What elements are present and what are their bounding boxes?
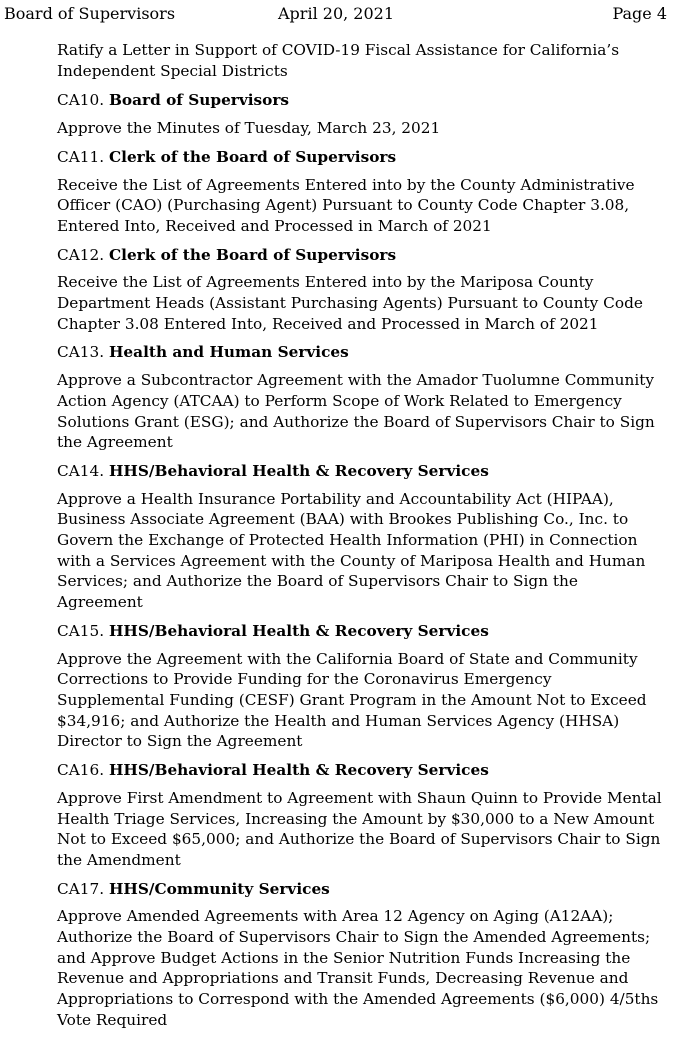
- agenda-item-department: HHS/Community Services: [108, 879, 330, 898]
- agenda-item-department: HHS/Behavioral Health & Recovery Services: [108, 461, 489, 480]
- agenda-item-number: CA10.: [57, 91, 105, 110]
- header-meeting-date: April 20, 2021: [278, 4, 395, 23]
- agenda-item-title: [57, 147, 663, 168]
- agenda-item-number: CA12.: [57, 245, 105, 264]
- agenda-item-title: [57, 245, 663, 266]
- agenda-item: [57, 621, 663, 752]
- agenda-item: [57, 760, 663, 871]
- agenda-item: [57, 90, 663, 138]
- continued-item-description: Ratify a Letter in Support of COVID-19 Fiscal Assistance for California’s Independent Special Districts: [57, 41, 620, 80]
- agenda-item-description: Receive the List of Agreements Entered into by the Mariposa County Department Heads (Assistant Purchasing Agents) Pursuant to County Code Chapter 3.08 Entered Into, Received and Processed in March of 2021: [57, 273, 643, 333]
- agenda-item-description: Receive the List of Agreements Entered into by the County Administrative Officer (CAO) (Purchasing Agent) Pursuant to County Code Chapter 3.08, Entered Into, Received and Processed in March of 2021: [57, 175, 635, 235]
- agenda-item-department: Clerk of the Board of Supervisors: [108, 147, 397, 166]
- agenda-item-description: Approve the Agreement with the California Board of State and Community Corrections to Provide Funding for the Coronavirus Emergency Supplemental Funding (CESF) Grant Program in the Amount Not to Exceed $34,916; and Authorize the Health and Human Services Agency (HHSA) Director to Sign the Agreement: [57, 649, 647, 751]
- agenda-item-department: HHS/Behavioral Health & Recovery Services: [108, 621, 489, 640]
- agenda-item-number: CA14.: [57, 461, 105, 480]
- header-body-name: Board of Supervisors: [4, 4, 176, 23]
- agenda-item-number: CA15.: [57, 621, 105, 640]
- agenda-item-title: [57, 461, 663, 482]
- agenda-content: [57, 40, 663, 1039]
- agenda-item-department: Board of Supervisors: [108, 91, 290, 110]
- agenda-item-number: CA16.: [57, 761, 105, 780]
- page-header: [0, 3, 680, 25]
- agenda-item: [57, 879, 663, 1031]
- agenda-item-description: Approve a Subcontractor Agreement with the Amador Tuolumne Community Action Agency (ATCAA) to Perform Scope of Work Related to Emergency Solutions Grant (ESG); and Authorize the Board of Supervisors Chair to Sign the Agreement: [57, 371, 655, 452]
- agenda-item-title: [57, 342, 663, 363]
- agenda-item: [57, 461, 663, 613]
- agenda-item-number: CA11.: [57, 147, 105, 166]
- agenda-item-title: [57, 90, 663, 111]
- agenda-item-title: [57, 621, 663, 642]
- agenda-item-department: Clerk of the Board of Supervisors: [108, 245, 397, 264]
- agenda-item-title: [57, 879, 663, 900]
- agenda-item-department: Health and Human Services: [108, 343, 349, 362]
- consent-agenda-list: [57, 90, 663, 1030]
- agenda-item: [57, 245, 663, 335]
- agenda-item: [57, 342, 663, 453]
- agenda-item-description: Approve a Health Insurance Portability and Accountability Act (HIPAA), Business Associate Agreement (BAA) with Brookes Publishing Co., Inc. to Govern the Exchange of Protected Health Information (PHI) in Connection with a Services Agreement with the County of Mariposa Health and Human Services; and Authorize the Board of Supervisors Chair to Sign the Agreement: [57, 489, 646, 612]
- agenda-item-description: Approve First Amendment to Agreement with Shaun Quinn to Provide Mental Health Triage Services, Increasing the Amount by $30,000 to a New Amount Not to Exceed $65,000; and Authorize the Board of Supervisors Chair to Sign the Amendment: [57, 788, 662, 869]
- header-page-number: Page 4: [612, 4, 667, 23]
- agenda-item-number: CA13.: [57, 343, 105, 362]
- agenda-item-department: HHS/Behavioral Health & Recovery Services: [108, 761, 489, 780]
- agenda-item-number: CA17.: [57, 879, 105, 898]
- agenda-item: [57, 147, 663, 237]
- agenda-item-title: [57, 760, 663, 781]
- agenda-item-description: Approve Amended Agreements with Area 12 Agency on Aging (A12AA); Authorize the Board of Supervisors Chair to Sign the Amended Agreements; and Approve Budget Actions in the Senior Nutrition Funds Increasing the Revenue and Appropriations and Transit Funds, Decreasing Revenue and Appropriations to Correspond with the Amended Agreements ($6,000) 4/5ths Vote Required: [57, 907, 659, 1029]
- agenda-item-description: Approve the Minutes of Tuesday, March 23, 2021: [57, 119, 441, 138]
